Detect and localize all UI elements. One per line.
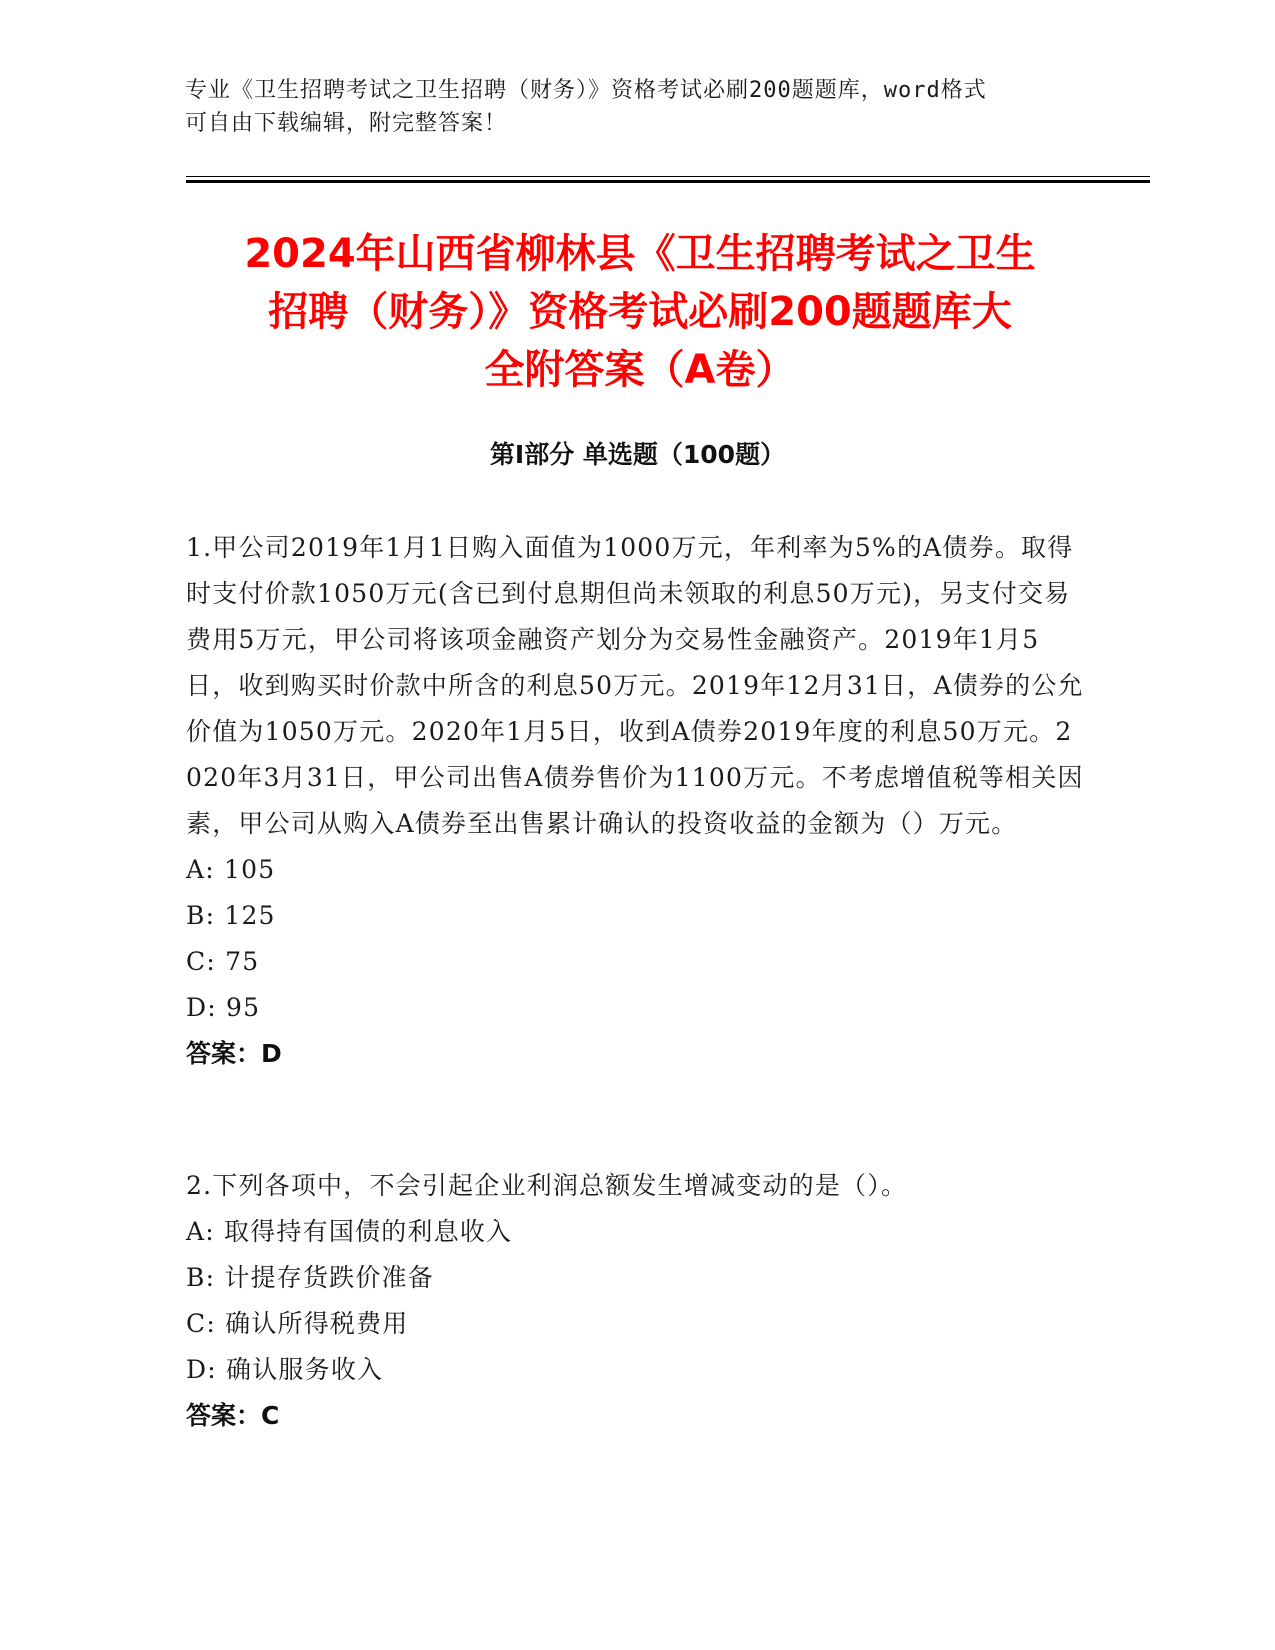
option-b: B: 125 <box>186 901 276 930</box>
option-d: D: 95 <box>186 993 261 1022</box>
option-a: A: 取得持有国债的利息收入 <box>186 1217 513 1246</box>
question-stem: 2.下列各项中，不会引起企业利润总额发生增减变动的是（）。 <box>186 1171 908 1200</box>
title-line-3: 全附答案（A卷） <box>484 347 796 393</box>
header-note <box>185 74 1085 140</box>
option-a: A: 105 <box>186 855 276 884</box>
question-1 <box>186 525 1086 1077</box>
document-title <box>170 225 1110 399</box>
question-stem: 1.甲公司2019年1月1日购入面值为1000万元，年利率为5%的A债券。取得时支付价款1050万元(含已到付息期但尚未领取的利息50万元)，另支付交易费用5万元，甲公司将该项金融资产划分为交易性金融资产。2019年1月5日，收到购买时价款中所含的利息50万元。2019年12月31日，A债券的公允价值为1050万元。2020年1月5日，收到A债券2019年度的利息50万元。2020年3月31日，甲公司出售A债券售价为1100万元。不考虑增值税等相关因素，甲公司从购入A债券至出售累计确认的投资收益的金额为（）万元。 <box>186 533 1084 838</box>
header-note-line-1: 专业《卫生招聘考试之卫生招聘（财务）》资格考试必刷200题题库，word格式 <box>185 78 987 103</box>
option-b: B: 计提存货跌价准备 <box>186 1263 434 1292</box>
title-line-1: 2024年山西省柳林县《卫生招聘考试之卫生 <box>244 231 1036 277</box>
header-note-line-2: 可自由下载编辑，附完整答案！ <box>185 111 508 136</box>
answer-label: 答案：D <box>186 1039 282 1068</box>
section-heading: 第Ⅰ部分 单选题（100题） <box>489 440 786 469</box>
title-line-2: 招聘（财务）》资格考试必刷200题题库大 <box>268 289 1012 335</box>
question-2 <box>186 1163 1086 1439</box>
option-d: D: 确认服务收入 <box>186 1355 384 1384</box>
header-divider-thin <box>186 176 1150 177</box>
option-c: C: 确认所得税费用 <box>186 1309 409 1338</box>
option-c: C: 75 <box>186 947 260 976</box>
answer-label: 答案：C <box>186 1401 280 1430</box>
header-divider-thick <box>186 180 1150 183</box>
